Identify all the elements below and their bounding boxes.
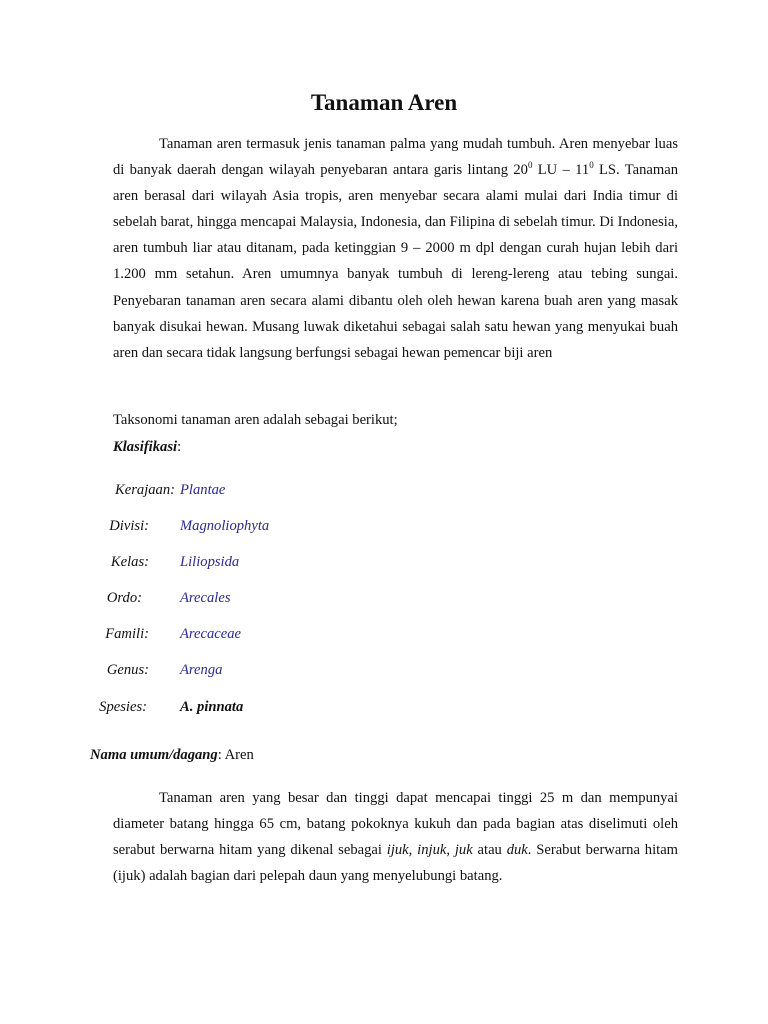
taxonomy-value: Liliopsida — [180, 554, 240, 570]
klasifikasi-heading — [113, 439, 181, 456]
taxonomy-label: Spesies: — [99, 699, 147, 715]
taxonomy-label: Famili: — [105, 626, 149, 642]
taxonomy-row-genus — [0, 662, 768, 682]
taxonomy-row-ordo — [0, 590, 768, 610]
intro-text-part3: LS. Tanaman aren berasal dari wilayah Asia tropis, aren menyebar secara alami mulai dari India timur di sebelah barat, hingga mencapai Malaysia, Indonesia, dan Filipina di sebelah timur. Di Indonesia, aren tumbuh liar atau ditanam, pada ketinggian 9 – 2000 m dpl dengan curah hujan lebih dari 1.200 mm setahun. Aren umumnya banyak tumbuh di lereng-lereng atau tebing sungai. Penyebaran tanaman aren secara alami dibantu oleh oleh hewan karena buah aren yang masak banyak disukai hewan. Musang luwak diketahui sebagai salah satu hewan yang menyukai buah aren dan secara tidak langsung berfungsi sebagai hewan pemencar biji aren — [113, 162, 679, 361]
taxonomy-value: Magnoliophyta — [180, 518, 270, 534]
taxonomy-row-kerajaan — [0, 482, 768, 502]
taxonomy-row-divisi — [0, 518, 768, 538]
taxonomy-row-kelas — [0, 554, 768, 574]
taxonomy-label: Kerajaan: — [115, 482, 175, 498]
term-duk: duk — [506, 842, 528, 859]
term-juk: juk — [454, 842, 473, 859]
taxonomy-row-spesies — [0, 699, 768, 719]
taxonomy-value: Arecales — [180, 590, 231, 606]
nama-umum-label: Nama umum/dagang — [90, 747, 218, 763]
description-text-part2: . Serabut berwarna hitam (ijuk) adalah bagian dari pelepah daun yang menyelubungi batang. — [113, 842, 679, 885]
degree-superscript-1: 0 — [527, 160, 533, 171]
document-title: Tanaman Aren — [310, 90, 458, 115]
intro-text-part2: LU – 11 — [532, 162, 590, 179]
taxonomy-value: A. pinnata — [180, 699, 244, 715]
taxonomy-intro: Taksonomi tanaman aren adalah sebagai berikut; — [113, 412, 398, 428]
description-text-part1: Tanaman aren yang besar dan tinggi dapat mencapai tinggi 25 m dan mempunyai diameter batang hingga 65 cm, batang pokoknya kukuh dan pada bagian atas diselimuti oleh serabut berwarna hitam yang dikenal sebagai — [113, 790, 678, 859]
nama-umum-value: : Aren — [217, 747, 254, 763]
separator: , — [408, 842, 418, 859]
description-paragraph — [113, 785, 678, 889]
term-ijuk: ijuk — [386, 842, 409, 859]
separator: atau — [472, 842, 507, 859]
klasifikasi-colon: : — [177, 439, 182, 455]
taxonomy-label: Ordo: — [106, 590, 142, 606]
taxonomy-row-famili — [0, 626, 768, 646]
nama-umum-line — [90, 747, 254, 764]
separator: , — [446, 842, 455, 859]
term-injuk: injuk — [417, 842, 447, 859]
intro-paragraph — [113, 131, 678, 366]
degree-superscript-2: 0 — [589, 160, 594, 171]
taxonomy-label: Divisi: — [109, 518, 149, 534]
taxonomy-label: Genus: — [106, 662, 149, 678]
taxonomy-value: Arecaceae — [180, 626, 242, 642]
intro-text-part1: Tanaman aren termasuk jenis tanaman palma yang mudah tumbuh. Aren menyebar luas di banyak daerah dengan wilayah penyebaran antara garis lintang 20 — [113, 136, 678, 179]
taxonomy-value: Arenga — [180, 662, 223, 678]
taxonomy-value: Plantae — [180, 482, 226, 498]
taxonomy-label: Kelas: — [110, 554, 149, 570]
klasifikasi-label: Klasifikasi — [113, 439, 178, 455]
